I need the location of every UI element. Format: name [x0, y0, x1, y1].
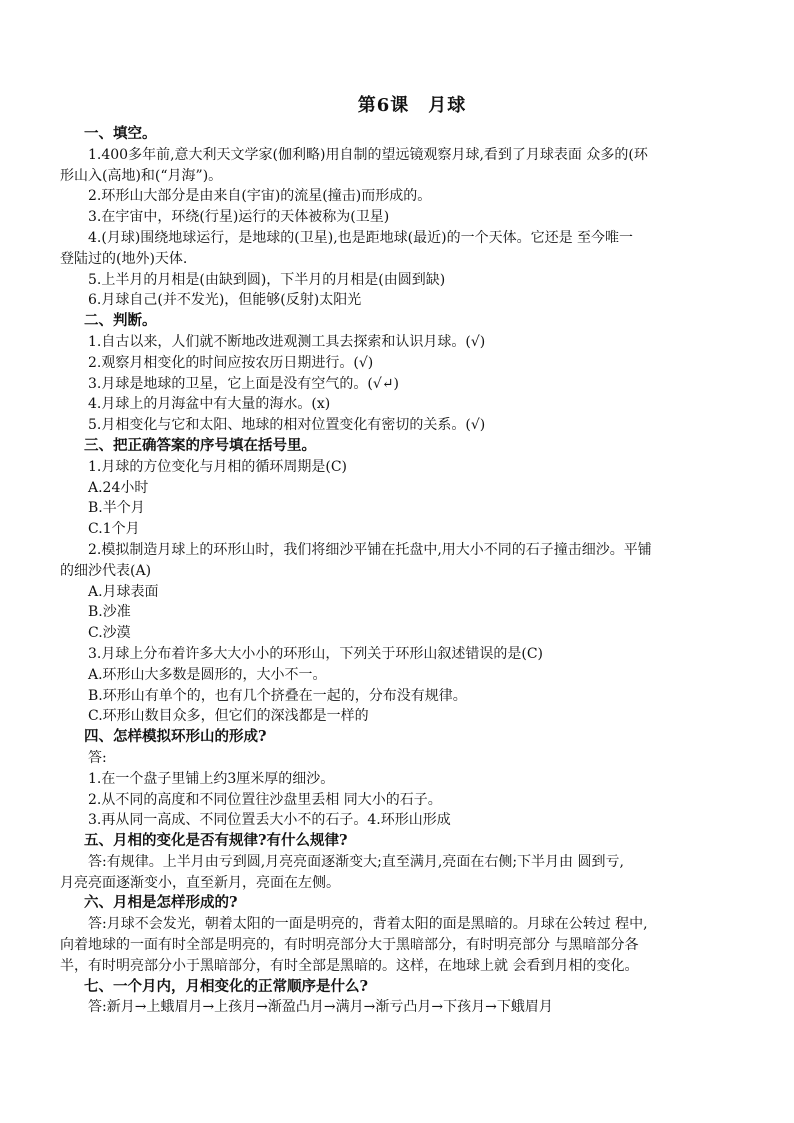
section-heading-simulate: 四、怎样模拟环形山的形成? [84, 728, 267, 746]
section-heading-pattern: 五、月相的变化是否有规律?有什么规律? [84, 832, 348, 850]
document-content [60, 92, 736, 1018]
formation-answer-line1: 答:月球不会发光，朝着太阳的一面是明亮的，背着太阳的面是黑暗的。月球在公转过 程中, [88, 916, 648, 933]
order-answer: 答:新月→上蛾眉月→上孩月→渐盈凸月→满月→渐亏凸月→下孩月→下蛾眉月 [88, 999, 553, 1016]
section-heading-fill-blank: 一、填空。 [84, 125, 157, 142]
choice-q1: 1.月球的方位变化与月相的循环周期是(C) [88, 458, 347, 475]
choice-q1-option-b: B.半个月 [88, 500, 145, 517]
pattern-answer-line2: 月亮亮面逐渐变小，直至新月，亮面在左侧。 [60, 874, 340, 891]
simulate-step-1: 1.在一个盘子里铺上约3厘米厚的细沙。 [88, 770, 335, 787]
choice-q2-option-c: C.沙漠 [88, 625, 131, 642]
fill-q3: 3.在宇宙中，环绕(行星)运行的天体被称为(卫星) [88, 209, 390, 226]
fill-q1-line2: 形山入(高地)和(“月海”)。 [60, 167, 223, 184]
choice-q2-line1: 2.模拟制造月球上的环形山时，我们将细沙平铺在托盘中,用大小不同的石子撞击细沙。平铺 [88, 541, 652, 558]
formation-answer-line3: 半，有时明亮部分小于黑暗部分，有时全部是黑暗的。这样，在地球上就 会看到月相的变化。 [60, 957, 639, 974]
section-heading-order: 七、一个月内，月相变化的正常顺序是什么? [84, 977, 368, 995]
judge-q4: 4.月球上的月海盆中有大量的海水。(x) [88, 396, 331, 413]
fill-q4-line2: 登陆过的(地外)天体. [60, 250, 188, 267]
section-heading-choice: 三、把正确答案的序号填在括号里。 [84, 436, 316, 454]
fill-q2: 2.环形山大部分是由来自(宇宙)的流星(撞击)而形成的。 [88, 188, 432, 205]
judge-q2: 2.观察月相变化的时间应按农历日期进行。(√) [88, 354, 374, 371]
pattern-answer-line1: 答:有规律。上半月由亏到圆,月亮亮面逐渐变大;直至满月,亮面在右侧;下半月由 圆到亏, [88, 853, 624, 870]
choice-q3-option-a: A.环形山大多数是圆形的，大小不一。 [88, 666, 327, 683]
fill-q5: 5.上半月的月相是(由缺到圆)，下半月的月相是(由圆到缺) [88, 271, 446, 288]
simulate-step-2: 2.从不同的高度和不同位置往沙盘里丢相 同大小的石子。 [88, 791, 442, 808]
simulate-answer-label: 答: [88, 749, 107, 766]
fill-q1-line1: 1.400多年前,意大利天文学家(伽利略)用自制的望远镜观察月球,看到了月球表面 众多的(环 [88, 146, 648, 163]
choice-q3: 3.月球上分布着许多大大小小的环形山，下列关于环形山叙述错误的是(C) [88, 645, 543, 662]
formation-answer-line2: 向着地球的一面有时全部是明亮的，有时明亮部分大于黑暗部分，有时明亮部分 与黑暗部分各 [60, 937, 639, 954]
fill-q6: 6.月球自己(并不发光)，但能够(反射)太阳光 [88, 292, 362, 309]
section-heading-judge: 二、判断。 [84, 312, 157, 330]
simulate-step-3: 3.再从同一高成、不同位置丢大小不的石子。4.环形山形成 [88, 812, 451, 829]
section-heading-formation: 六、月相是怎样形成的? [84, 894, 238, 912]
choice-q2-option-b: B.沙准 [88, 604, 131, 621]
choice-q3-option-c: C.环形山数目众多，但它们的深浅都是一样的 [88, 708, 369, 725]
fill-q4-line1: 4.(月球)围绕地球运行，是地球的(卫星),也是距地球(最近)的一个天体。它还是 至今唯一 [88, 229, 634, 246]
choice-q3-option-b: B.环形山有单个的，也有几个挤叠在一起的，分布没有规律。 [88, 687, 467, 704]
choice-q1-option-a: A.24小时 [88, 479, 149, 496]
judge-q3: 3.月球是地球的卫星，它上面是没有空气的。(√↵) [88, 375, 399, 392]
judge-q1: 1.自古以来，人们就不断地改进观测工具去探索和认识月球。(√) [88, 333, 486, 350]
choice-q2-line2: 的细沙代表(A) [60, 562, 152, 579]
page-title: 第6课 月球 [357, 95, 467, 116]
judge-q5: 5.月相变化与它和太阳、地球的相对位置变化有密切的关系。(√) [88, 417, 486, 434]
choice-q2-option-a: A.月球表面 [88, 583, 159, 600]
choice-q1-option-c: C.1个月 [88, 521, 140, 538]
